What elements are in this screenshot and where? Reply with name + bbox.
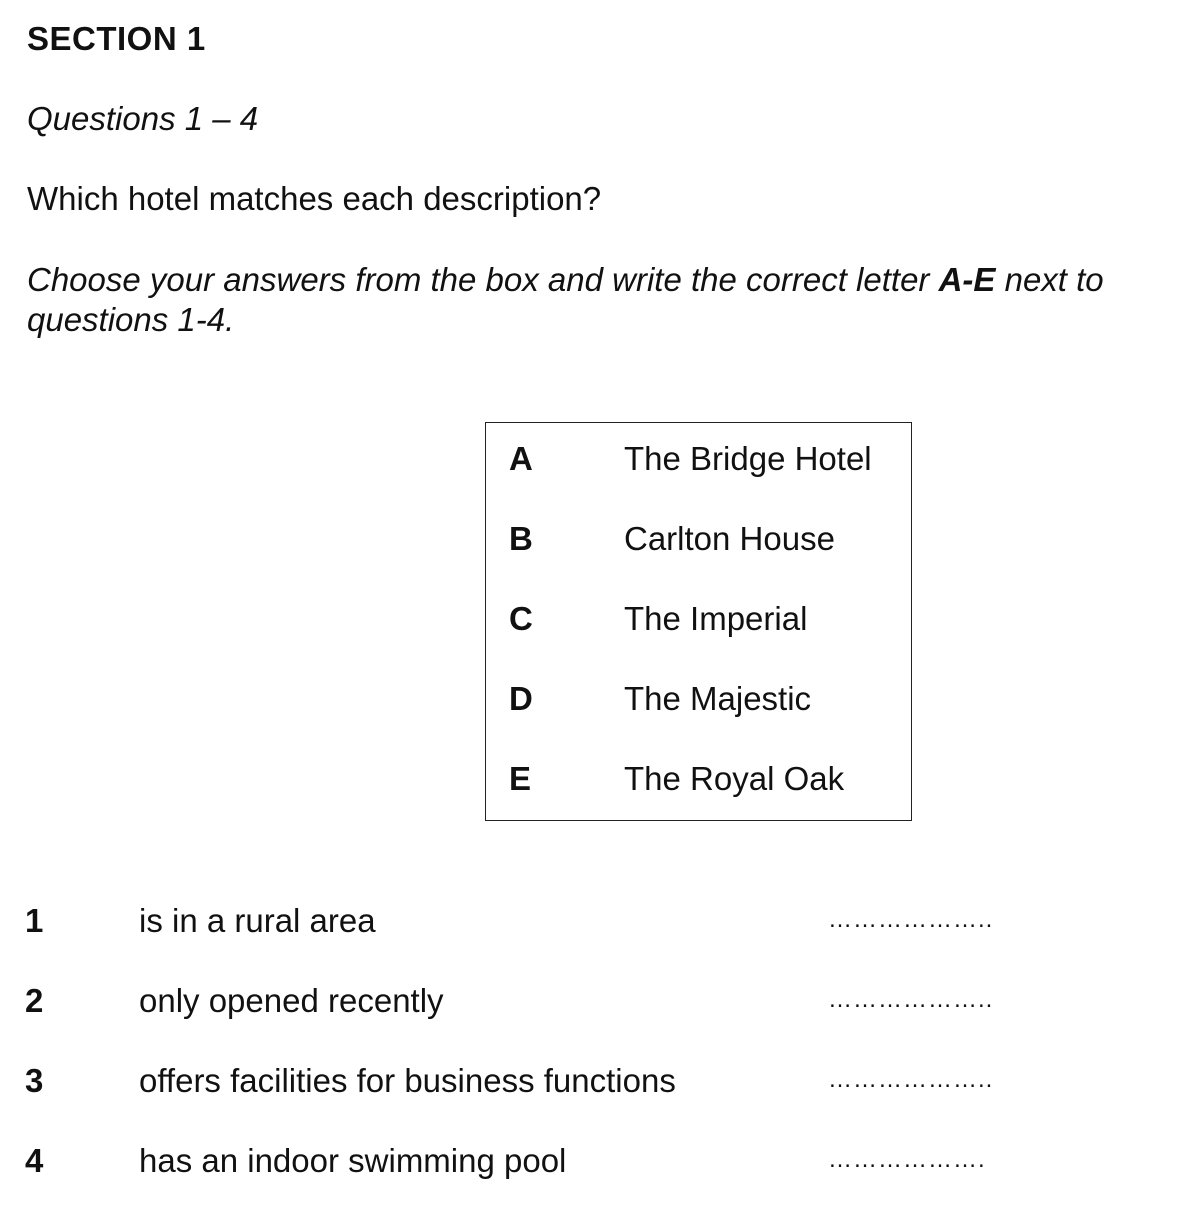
questions-range-heading: Questions 1 – 4 bbox=[27, 100, 259, 137]
instruction-text-start: Choose your answers from the box and write the correct letter bbox=[27, 261, 939, 298]
question-number: 4 bbox=[25, 1142, 44, 1179]
option-hotel-name: The Imperial bbox=[624, 600, 808, 637]
question-number: 3 bbox=[25, 1062, 44, 1099]
question-item bbox=[0, 1062, 1200, 1106]
option-hotel-name: The Bridge Hotel bbox=[624, 440, 872, 477]
answer-blank[interactable]: ……………….. bbox=[828, 986, 994, 1013]
option-letter: D bbox=[509, 680, 533, 717]
section-title: SECTION 1 bbox=[27, 20, 206, 57]
option-hotel-name: The Royal Oak bbox=[624, 760, 845, 797]
option-letter: C bbox=[509, 600, 533, 637]
option-hotel-name: The Majestic bbox=[624, 680, 812, 717]
instruction-text-end: next to questions 1-4. bbox=[27, 261, 1104, 338]
question-text: only opened recently bbox=[139, 982, 444, 1019]
question-prompt: Which hotel matches each description? bbox=[27, 180, 602, 217]
answer-blank[interactable]: ……………….. bbox=[828, 906, 994, 933]
question-text: offers facilities for business functions bbox=[139, 1062, 676, 1099]
question-text: has an indoor swimming pool bbox=[139, 1142, 567, 1179]
option-hotel-name: Carlton House bbox=[624, 520, 835, 557]
answer-blank[interactable]: ………………. bbox=[828, 1146, 986, 1173]
instruction-letter-range: A-E bbox=[938, 261, 996, 298]
option-letter: A bbox=[509, 440, 533, 477]
question-item bbox=[0, 1142, 1200, 1186]
option-letter: B bbox=[509, 520, 533, 557]
question-item bbox=[0, 982, 1200, 1026]
answer-blank[interactable]: ……………….. bbox=[828, 1066, 994, 1093]
question-number: 1 bbox=[25, 902, 44, 939]
question-text: is in a rural area bbox=[139, 902, 376, 939]
instruction-text bbox=[27, 260, 1177, 340]
option-letter: E bbox=[509, 760, 532, 797]
answer-options-box bbox=[485, 422, 912, 821]
question-item bbox=[0, 902, 1200, 946]
question-number: 2 bbox=[25, 982, 44, 1019]
